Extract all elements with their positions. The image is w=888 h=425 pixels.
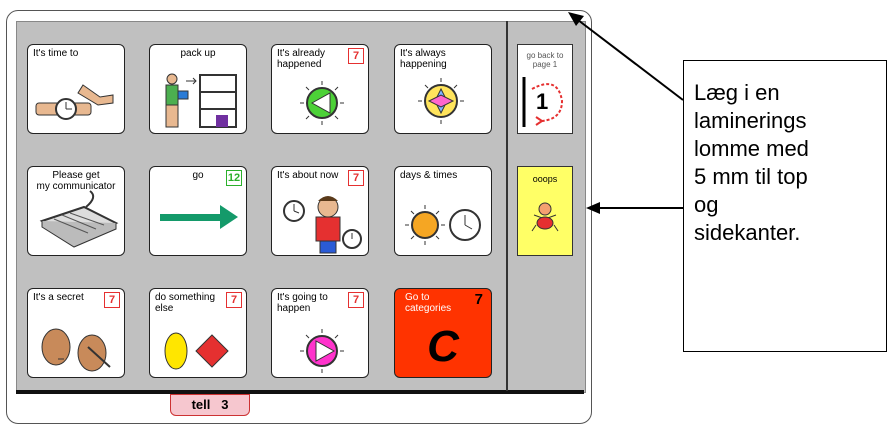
cell-label: It's time to bbox=[33, 48, 79, 59]
side-label: ooops bbox=[532, 174, 558, 184]
cell-label: It's already happened bbox=[277, 48, 326, 70]
categories-letter: C bbox=[427, 322, 459, 371]
cell-badge: 7 bbox=[348, 48, 364, 64]
cell-badge: 7 bbox=[104, 292, 120, 308]
cell-label: go bbox=[192, 170, 204, 181]
cell-label: It's about now bbox=[277, 170, 339, 181]
cell-label: pack up bbox=[180, 48, 216, 59]
cell-label: Go to categories bbox=[405, 292, 452, 314]
cell-badge: 7 bbox=[474, 291, 483, 308]
note-text: Læg i en laminerings lomme med 5 mm til top og sidekanter. bbox=[694, 80, 809, 245]
cell-label: It's always happening bbox=[400, 48, 447, 70]
cell-label: days & times bbox=[400, 170, 458, 181]
page-number: 1 bbox=[536, 89, 549, 114]
arrowhead-side-icon bbox=[586, 202, 600, 214]
cell-label: Please get my communicator bbox=[36, 170, 116, 192]
cell-label: It's a secret bbox=[33, 292, 84, 303]
cell-badge: 7 bbox=[348, 170, 364, 186]
side-label: go back to page 1 bbox=[526, 51, 564, 69]
cell-badge: 7 bbox=[348, 292, 364, 308]
arrow-to-top bbox=[578, 20, 683, 100]
cell-label: do something else bbox=[155, 292, 216, 314]
cell-badge: 12 bbox=[227, 172, 241, 184]
cell-badge: 7 bbox=[226, 292, 242, 308]
cell-label: It's going to happen bbox=[277, 292, 328, 314]
tab-label: tell bbox=[191, 397, 211, 412]
tab-count: 3 bbox=[221, 397, 229, 412]
